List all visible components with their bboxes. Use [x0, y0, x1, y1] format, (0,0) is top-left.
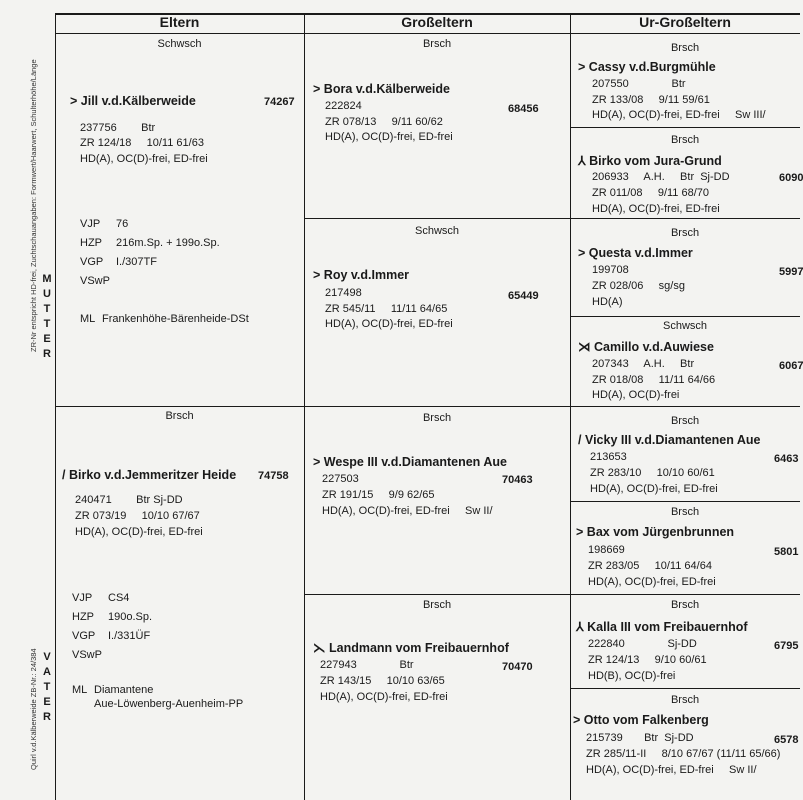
- father-line1: 240471 Btr Sj-DD: [75, 494, 183, 506]
- mother-label-letter: E: [43, 333, 51, 345]
- ggp-line2: ZR 133/08 9/11 59/61: [592, 94, 710, 106]
- father-perf-vjp: [72, 592, 130, 604]
- gp-name: [313, 640, 509, 655]
- mother-reg: 74267: [264, 96, 295, 108]
- gp-reg: 68456: [508, 103, 539, 115]
- father-line3: HD(A), OC(D)-frei, ED-frei: [75, 526, 203, 538]
- mother-color: Schwsch: [157, 38, 202, 50]
- ggp-name-text: Questa v.d.Immer: [588, 246, 693, 260]
- ggp-color: Brsch: [670, 599, 700, 611]
- ggp-color: Brsch: [670, 227, 700, 239]
- father-perf-vgp: [72, 630, 151, 642]
- ggp-line1: 213653: [590, 451, 627, 463]
- gp-line3: HD(A), OC(D)-frei, ED-frei: [320, 691, 448, 703]
- gp-color: Schwsch: [414, 225, 460, 237]
- mother-perf-vgp: [80, 256, 157, 268]
- gp-line2: ZR 143/15 10/10 63/65: [320, 675, 445, 687]
- ggp-divider-4: [570, 688, 800, 689]
- gp-line3: HD(A), OC(D)-frei, ED-frei Sw II/: [322, 505, 493, 517]
- ggp-name-text: Birko vom Jura-Grund: [589, 154, 722, 168]
- ggp-name-text: Kalla III vom Freibauernhof: [587, 620, 748, 634]
- mother-label-letter: R: [43, 348, 51, 360]
- mother-label-letter: U: [43, 288, 51, 300]
- ggp-line2: ZR 011/08 9/11 68/70: [592, 187, 710, 199]
- ml-value: Frankenhöhe-Bärenheide-DSt: [102, 313, 249, 325]
- mother-line2: ZR 124/18 10/11 61/63: [80, 137, 204, 149]
- ml-value: Diamantene: [94, 684, 154, 696]
- ggp-reg: 6067: [779, 360, 803, 372]
- perf-value: I./307TF: [116, 256, 157, 268]
- ggp-reg: 5801: [774, 546, 799, 558]
- header-divider: [55, 33, 800, 34]
- ggp-name: [578, 60, 716, 74]
- perf-value: 216m.Sp. + 199o.Sp.: [116, 237, 220, 249]
- ggp-line1: 207550 Btr: [592, 78, 686, 90]
- gp-line2: ZR 078/13 9/11 60/62: [325, 116, 443, 128]
- gp-name: [313, 82, 450, 96]
- father-label-letter: A: [43, 666, 51, 678]
- ggp-line2: ZR 283/05 10/11 64/64: [588, 560, 712, 572]
- header-parents: Eltern: [159, 14, 200, 30]
- ggp-name: [578, 433, 761, 447]
- father-label-letter: V: [43, 651, 51, 663]
- ggp-name: [578, 153, 722, 168]
- header-grandparents: Großeltern: [401, 14, 473, 30]
- ggp-mark: >: [576, 525, 584, 539]
- gp-reg: 70463: [502, 474, 533, 486]
- mother-label-letter: T: [43, 318, 51, 330]
- perf-value: 190o.Sp.: [108, 611, 153, 623]
- gp-color: Brsch: [422, 599, 452, 611]
- perf-value: 76: [116, 218, 129, 230]
- mother-line1: 237756 Btr: [80, 122, 156, 134]
- ggp-color: Brsch: [670, 415, 700, 427]
- gp-reg: 70470: [502, 661, 533, 673]
- ggp-color: Schwsch: [662, 320, 708, 332]
- father-perf-vswp: [72, 649, 102, 661]
- ggp-name: [576, 619, 748, 634]
- ggp-reg: 6463: [774, 453, 799, 465]
- ml-key: ML: [80, 313, 96, 325]
- ggp-reg: 5997: [779, 266, 803, 278]
- ggp-mark: >: [578, 60, 586, 74]
- ggp-line2: ZR 124/13 9/10 60/61: [588, 654, 707, 666]
- ggp-name-text: Vicky III v.d.Diamantenen Aue: [584, 433, 761, 447]
- ggp-line2: ZR 283/10 10/10 60/61: [590, 467, 715, 479]
- mid-divider: [55, 406, 800, 407]
- ggp-color: Brsch: [670, 42, 700, 54]
- father-name: / Birko v.d.Jemmeritzer Heide: [62, 468, 237, 482]
- gp-line2: ZR 545/11 11/11 64/65: [325, 303, 448, 315]
- mother-perf-vswp: [80, 275, 110, 287]
- father-name-text: Birko v.d.Jemmeritzer Heide: [68, 468, 237, 482]
- header-great-grandparents: Ur-Großeltern: [639, 14, 731, 30]
- ggp-line3: HD(A), OC(D)-frei, ED-frei: [590, 483, 718, 495]
- gp-mark: >: [313, 455, 321, 469]
- gp-divider-1: [304, 218, 800, 219]
- ggp-name-text: Bax vom Jürgenbrunnen: [586, 525, 735, 539]
- ggp-name: [573, 713, 709, 727]
- perf-key: VSwP: [80, 275, 110, 287]
- ggp-line3: HD(A), OC(D)-frei, ED-frei Sw II/: [586, 764, 757, 776]
- gp-name: [313, 455, 507, 469]
- mother-side-label: [41, 272, 53, 362]
- perf-key: HZP: [72, 611, 94, 623]
- ggp-line1: 207343 A.H. Btr: [592, 358, 695, 370]
- father-label-letter: E: [43, 696, 51, 708]
- gp-reg: 65449: [508, 290, 539, 302]
- father-ml: [72, 684, 154, 696]
- ggp-mark: ⅄: [578, 154, 586, 168]
- ggp-line3: HD(A): [592, 296, 623, 308]
- gp-mark: >: [313, 82, 321, 96]
- father-reg: 74758: [258, 470, 289, 482]
- ggp-mark: /: [578, 433, 582, 447]
- gp-line1: 227503: [322, 473, 359, 485]
- ggp-name: [576, 525, 734, 539]
- ggp-line2: ZR 028/06 sg/sg: [592, 280, 685, 292]
- ggp-line1: 206933 A.H. Btr Sj-DD: [592, 171, 730, 183]
- ggp-divider-2: [570, 316, 800, 317]
- father-line2: ZR 073/19 10/10 67/67: [75, 510, 200, 522]
- ggp-divider-3: [570, 501, 800, 502]
- ggp-mark: ⋊: [578, 340, 591, 354]
- ggp-reg: 6090: [779, 172, 803, 184]
- ggp-name: [578, 246, 693, 260]
- gp-name: [313, 268, 409, 282]
- ggp-line1: 198669: [588, 544, 625, 556]
- gp-divider-2: [304, 594, 800, 595]
- father-color: Brsch: [165, 410, 194, 422]
- gp-mark: >: [313, 268, 321, 282]
- mother-label-letter: T: [43, 303, 51, 315]
- ggp-name-text: Cassy v.d.Burgmühle: [588, 60, 716, 74]
- father-label-letter: T: [43, 681, 51, 693]
- ml-key: ML: [72, 684, 88, 696]
- perf-key: VGP: [80, 256, 104, 268]
- ggp-line3: HD(A), OC(D)-frei: [592, 389, 680, 401]
- ggp-name-text: Camillo v.d.Auwiese: [593, 340, 714, 354]
- perf-key: HZP: [80, 237, 102, 249]
- father-label-letter: R: [43, 711, 51, 723]
- mother-ml: [80, 313, 249, 325]
- perf-value: CS4: [108, 592, 130, 604]
- gp-color: Brsch: [422, 38, 452, 50]
- perf-key: VJP: [72, 592, 93, 604]
- father-perf-hzp: [72, 611, 153, 623]
- father-side-label: [41, 650, 53, 725]
- gp-line3: HD(A), OC(D)-frei, ED-frei: [325, 131, 453, 143]
- ggp-mark: >: [573, 713, 581, 727]
- father-ml-line2: Aue-Löwenberg-Auenheim-PP: [94, 698, 244, 710]
- ggp-line2: ZR 018/08 11/11 64/66: [592, 374, 716, 386]
- perf-key: VSwP: [72, 649, 102, 661]
- gp-line2: ZR 191/15 9/9 62/65: [322, 489, 435, 501]
- ggp-line3: HD(A), OC(D)-frei, ED-frei: [592, 203, 720, 215]
- ggp-line2: ZR 285/11-II 8/10 67/67 (11/11 65/66): [586, 748, 781, 760]
- gp-line1: 227943 Btr: [320, 659, 414, 671]
- gp-mark: ⋋: [313, 641, 326, 655]
- side-text-top: ZR-Nr entspricht HD-frei, Zuchtschauangaben: Formwert/Haarwert, Schulterhöhe/Länge: [29, 59, 38, 352]
- gp-name-text: Landmann vom Freibauernhof: [328, 641, 509, 655]
- ggp-color: Brsch: [670, 694, 700, 706]
- mother-perf-hzp: [80, 237, 220, 249]
- ggp-divider-1: [570, 127, 800, 128]
- gp-line3: HD(A), OC(D)-frei, ED-frei: [325, 318, 453, 330]
- ggp-mark: >: [578, 246, 586, 260]
- side-text-bottom: Quirl v.d.Kälberweide ZB-Nr.: 24/384: [29, 648, 38, 770]
- gp-color: Brsch: [422, 412, 452, 424]
- perf-value: I./331ÜF: [108, 630, 151, 642]
- mother-name: > Jill v.d.Kälberweide: [70, 94, 196, 108]
- gp-name-text: Wespe III v.d.Diamantenen Aue: [323, 455, 507, 469]
- ggp-mark: ⅄: [576, 620, 584, 634]
- ggp-color: Brsch: [670, 506, 700, 518]
- mother-line3: HD(A), OC(D)-frei, ED-frei: [80, 153, 208, 165]
- mother-label-letter: M: [42, 273, 52, 285]
- perf-key: VJP: [80, 218, 101, 230]
- ggp-reg: 6795: [774, 640, 799, 652]
- gp-line1: 222824: [325, 100, 362, 112]
- ggp-name-text: Otto vom Falkenberg: [583, 713, 709, 727]
- ggp-line3: HD(A), OC(D)-frei, ED-frei Sw III/: [592, 109, 766, 121]
- ggp-color: Brsch: [670, 134, 700, 146]
- gp-line1: 217498: [325, 287, 362, 299]
- ggp-name: [578, 339, 714, 354]
- ggp-line1: 215739 Btr Sj-DD: [586, 732, 694, 744]
- ggp-line3: HD(A), OC(D)-frei, ED-frei: [588, 576, 716, 588]
- ggp-line1: 199708: [592, 264, 629, 276]
- perf-key: VGP: [72, 630, 96, 642]
- ggp-line3: HD(B), OC(D)-frei: [588, 670, 676, 682]
- gp-name-text: Bora v.d.Kälberweide: [323, 82, 450, 96]
- gp-name-text: Roy v.d.Immer: [323, 268, 410, 282]
- ggp-line1: 222840 Sj-DD: [588, 638, 697, 650]
- mother-perf-vjp: [80, 218, 129, 230]
- ggp-reg: 6578: [774, 734, 799, 746]
- mother-name-text: Jill v.d.Kälberweide: [80, 94, 196, 108]
